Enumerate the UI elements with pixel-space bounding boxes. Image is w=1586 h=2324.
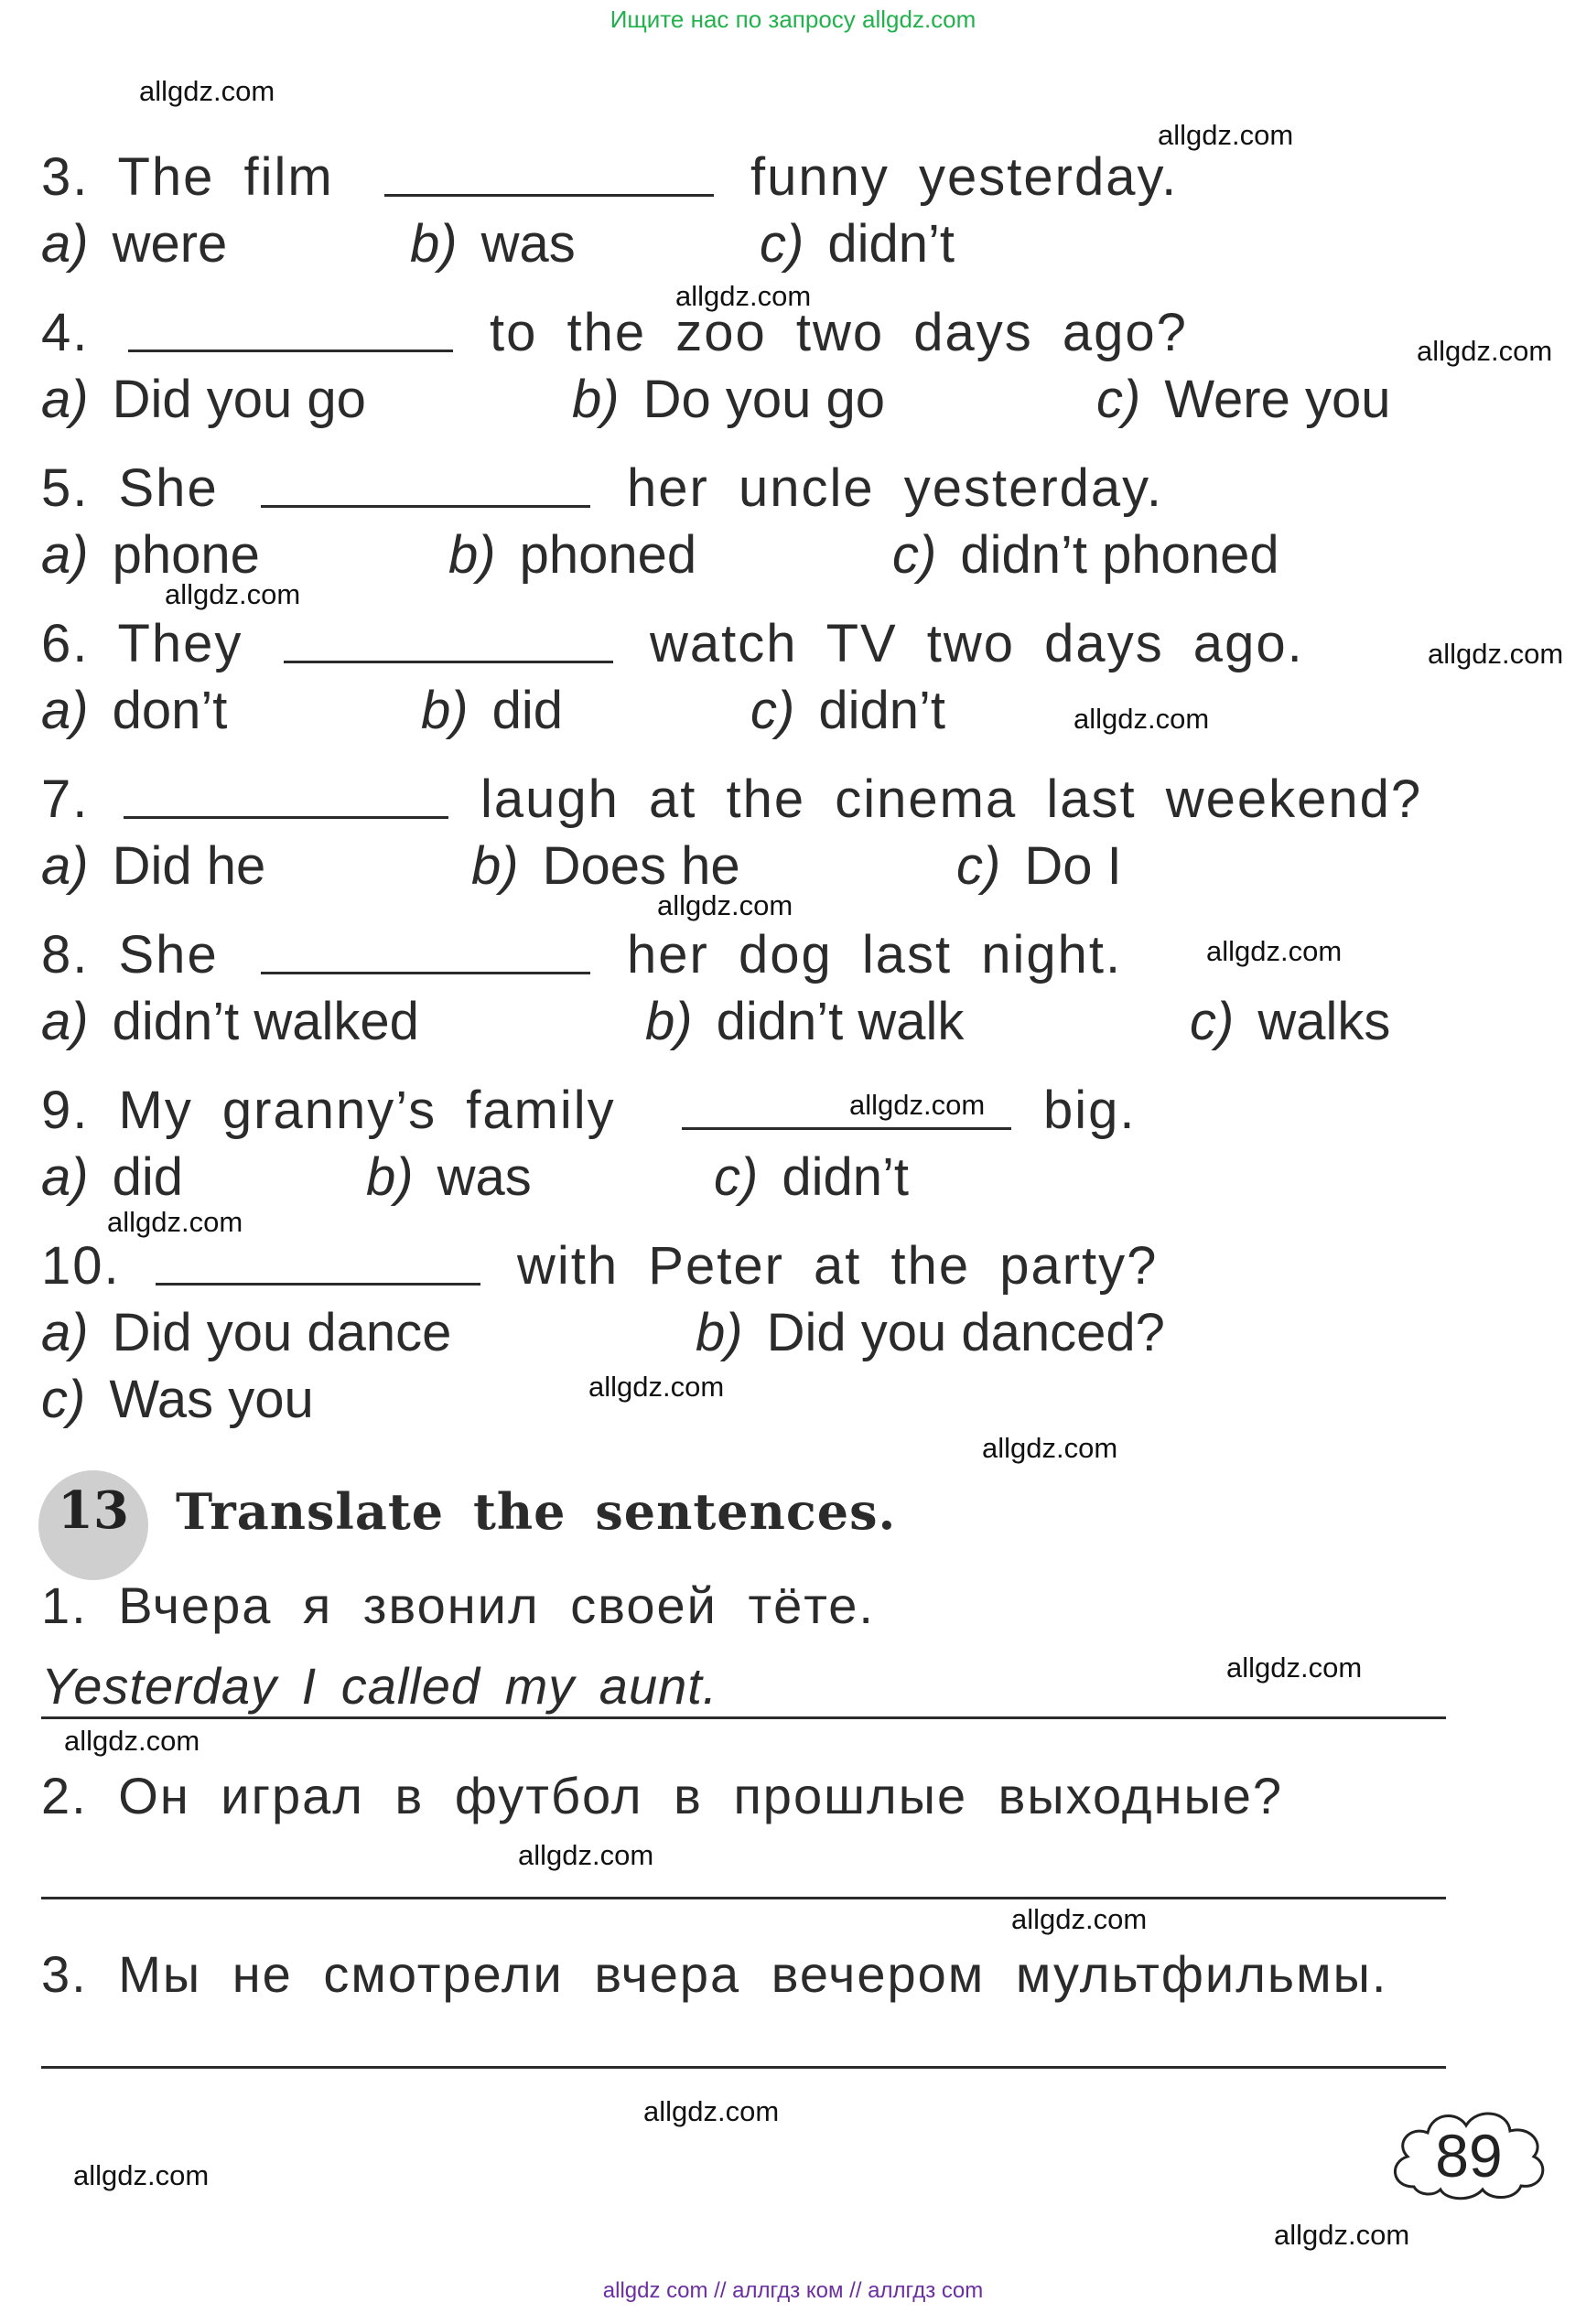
watermark: allgdz.com [657,889,793,921]
watermark: allgdz.com [588,1371,725,1403]
watermark: allgdz.com [849,1089,986,1121]
option-b: b) didn’t walk [645,992,965,1051]
option-a: a) did [41,1147,183,1207]
watermark: allgdz.com [165,578,301,610]
watermark: allgdz.com [1428,638,1564,670]
watermark: allgdz.com [1158,119,1294,151]
question-10-text: with Peter at the party? [517,1236,1159,1296]
question-6: 6. They [41,614,243,673]
question-6-text: watch TV two days ago. [650,614,1304,673]
question-4-text: to the zoo two days ago? [490,303,1188,362]
question-4: 4. [41,303,90,362]
translate-item-3: 3. Мы не смотрели вчера вечером мультфильмы. [41,1945,1388,2003]
question-9-text: big. [1043,1081,1137,1140]
option-b: b) did [421,681,563,740]
option-a: a) didn’t walked [41,992,419,1051]
question-7: 7. [41,769,90,829]
answer-blank[interactable] [682,1127,1011,1130]
exercise-number: 13 [58,1480,129,1541]
option-c: c) Was you [41,1370,314,1429]
watermark: allgdz.com [107,1206,243,1238]
option-b: b) phoned [448,525,697,585]
watermark: allgdz.com [1206,935,1343,967]
option-c: c) didn’t phoned [892,525,1279,585]
watermark: allgdz.com [1074,703,1210,735]
watermark: allgdz.com [1226,1652,1363,1684]
answer-blank[interactable] [124,816,448,819]
option-b: b) Did you danced? [696,1303,1165,1362]
option-c: c) didn’t [760,214,955,274]
watermark: allgdz.com [518,1839,654,1871]
bottom-banner: allgdz com // аллгдз ком // аллгдз com [602,2278,984,2303]
question-5: 5. She [41,458,219,518]
exercise-title: Translate the sentences. [176,1482,897,1541]
answer-blank[interactable] [261,505,590,508]
option-a: a) Did you dance [41,1303,452,1362]
watermark: allgdz.com [64,1725,200,1757]
question-3-text: funny yesterday. [750,147,1179,207]
option-b: b) Does he [471,836,740,896]
option-c: c) Were you [1096,370,1391,429]
answer-blank[interactable] [284,661,613,663]
option-a: a) were [41,214,228,274]
translate-item-1: 1. Вчера я звонил своей тёте. [41,1576,875,1634]
answer-line[interactable] [41,1897,1446,1899]
option-b: b) was [366,1147,532,1207]
option-a: a) Did he [41,836,266,896]
option-a: a) don’t [41,681,228,740]
watermark: allgdz.com [73,2159,210,2191]
watermark: allgdz.com [139,75,275,107]
answer-blank[interactable] [384,194,714,197]
answer-text: Yesterday I called my aunt. [41,1657,718,1715]
watermark: allgdz.com [982,1432,1118,1464]
option-b: b) was [410,214,576,274]
question-9: 9. My granny’s family [41,1081,616,1140]
answer-blank[interactable] [156,1283,480,1286]
answer-blank[interactable] [128,350,453,352]
question-7-text: laugh at the cinema last weekend? [480,769,1423,829]
watermark: allgdz.com [1417,335,1553,367]
question-5-text: her uncle yesterday. [627,458,1163,518]
page-number: 89 [1435,2122,1503,2190]
option-c: c) Do I [956,836,1122,896]
watermark: allgdz.com [675,280,812,312]
question-8: 8. She [41,925,219,984]
question-8-text: her dog last night. [627,925,1123,984]
answer-line[interactable] [41,2066,1446,2069]
translate-item-2: 2. Он играл в футбол в прошлые выходные? [41,1767,1284,1824]
option-a: a) phone [41,525,260,585]
watermark: allgdz.com [1011,1903,1148,1935]
question-10: 10. [41,1236,121,1296]
option-c: c) walks [1190,992,1391,1051]
option-a: a) Did you go [41,370,366,429]
answer-blank[interactable] [261,972,590,974]
watermark: allgdz.com [1274,2219,1410,2251]
option-c: c) didn’t [714,1147,909,1207]
option-b: b) Do you go [572,370,885,429]
watermark: allgdz.com [643,2095,780,2127]
option-c: c) didn’t [750,681,945,740]
answer-line[interactable] [41,1716,1446,1719]
top-banner: Ищите нас по запросу allgdz.com [610,5,976,33]
question-3: 3. The film [41,147,334,207]
